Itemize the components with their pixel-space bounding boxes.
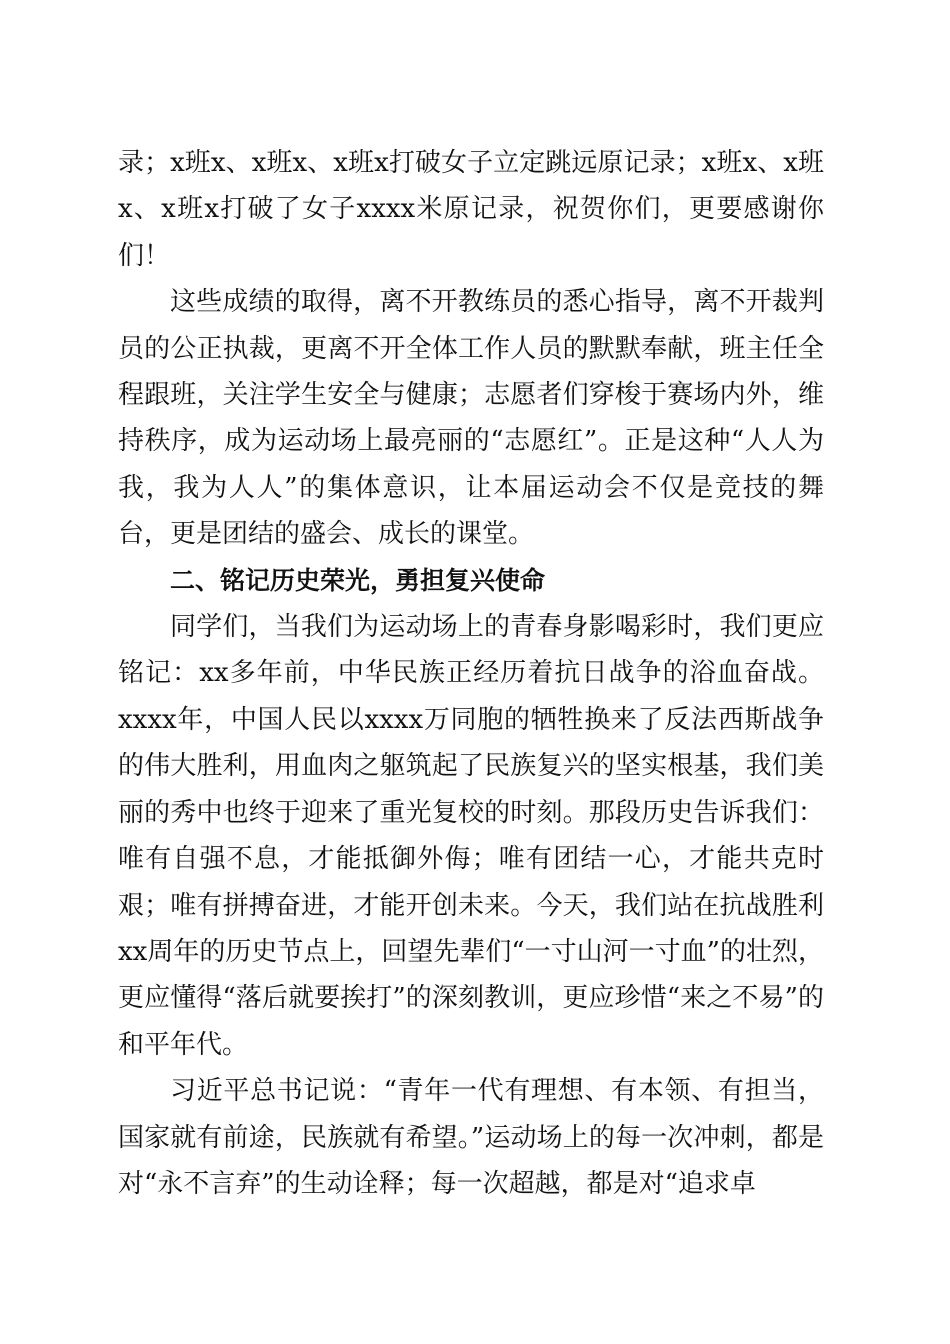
paragraph-thanks-staff: 这些成绩的取得，离不开教练员的悉心指导，离不开裁判员的公正执裁，更离不开全体工作人员的默默奉献，班主任全程跟班，关注学生安全与健康；志愿者们穿梭于赛场内外，维持秩序，成为运动场上最亮丽的“志愿红”。正是这种“人人为我，我为人人”的集体意识，让本届运动会不仅是竞技的舞台，更是团结的盛会、成长的课堂。	[118, 287, 824, 550]
section-heading-2: 二、铭记历史荣光，勇担复兴使命	[170, 565, 546, 595]
paragraph-record-results: 录；x班x、x班x、x班x打破女子立定跳远原记录；x班x、x班x、x班x打破了女子xxxx米原记录，祝贺你们，更要感谢你们！	[118, 148, 824, 271]
paragraph-history: 同学们，当我们为运动场上的青春身影喝彩时，我们更应铭记：xx多年前，中华民族正经历着抗日战争的浴血奋战。xxxx年，中国人民以xxxx万同胞的牺牲换来了反法西斯战争的伟大胜利，用血肉之躯筑起了民族复兴的坚实根基，我们美丽的秀中也终于迎来了重光复校的时刻。那段历史告诉我们：唯有自强不息，才能抵御外侮；唯有团结一心，才能共克时艰；唯有拼搏奋进，才能开创未来。今天，我们站在抗战胜利xx周年的历史节点上，回望先辈们“一寸山河一寸血”的壮烈，更应懂得“落后就要挨打”的深刻教训，更应珍惜“来之不易”的和平年代。	[118, 612, 824, 1060]
document-page	[118, 140, 824, 1207]
paragraph-quote: 习近平总书记说：“青年一代有理想、有本领、有担当，国家就有前途，民族就有希望。”运动场上的每一次冲刺，都是对“永不言弃”的生动诠释；每一次超越，都是对“追求卓	[118, 1076, 824, 1199]
